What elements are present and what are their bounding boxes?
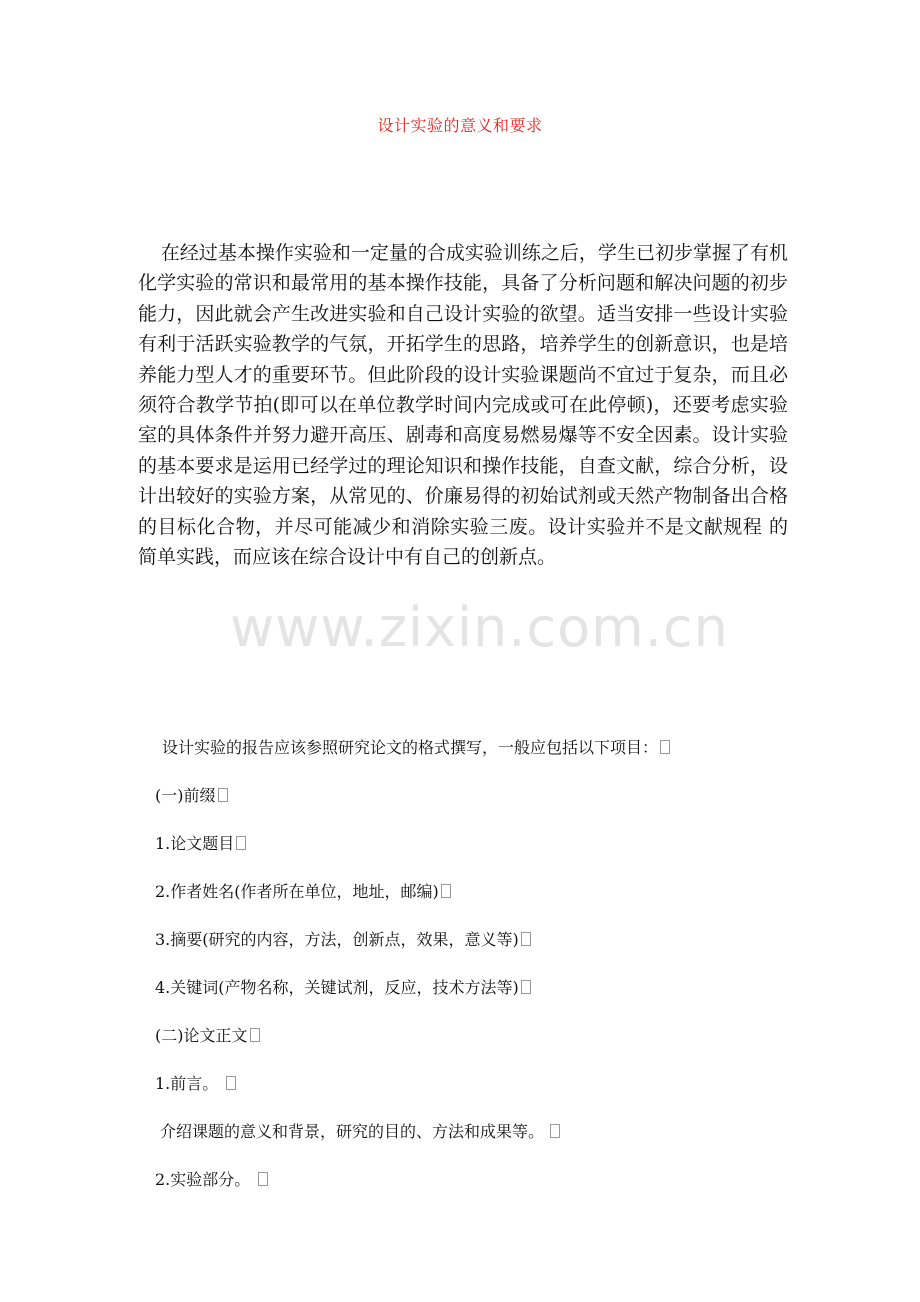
line-text: 设计实验的报告应该参照研究论文的格式撰写，一般应包括以下项目： bbox=[162, 738, 659, 757]
line-text: 2.实验部分。 bbox=[155, 1170, 251, 1189]
line-text: 1.论文题目 bbox=[155, 834, 235, 853]
list-item-author bbox=[155, 879, 451, 902]
list-item-abstract bbox=[155, 927, 531, 950]
watermark: www.zixin.com.cn bbox=[230, 596, 729, 659]
preface-description bbox=[160, 1119, 560, 1142]
placeholder-box-icon bbox=[550, 1124, 560, 1138]
list-item-preface bbox=[155, 1071, 236, 1094]
section-body-heading bbox=[155, 1023, 260, 1046]
list-item-title bbox=[155, 831, 246, 854]
line-text: 3.摘要(研究的内容，方法，创新点，效果，意义等) bbox=[155, 930, 519, 949]
placeholder-box-icon bbox=[521, 932, 531, 946]
line-text: (一)前缀 bbox=[155, 786, 216, 805]
line-text: 4.关键词(产物名称，关键试剂，反应，技术方法等) bbox=[155, 978, 519, 997]
line-text: (二)论文正文 bbox=[155, 1026, 248, 1045]
document-title: 设计实验的意义和要求 bbox=[377, 116, 543, 135]
placeholder-box-icon bbox=[250, 1028, 260, 1042]
report-intro-line bbox=[162, 735, 670, 758]
section-prefix-heading bbox=[155, 783, 228, 806]
placeholder-box-icon bbox=[226, 1076, 236, 1090]
placeholder-box-icon bbox=[236, 836, 246, 850]
list-item-keywords bbox=[155, 975, 531, 998]
line-text: 1.前言。 bbox=[155, 1074, 219, 1093]
placeholder-box-icon bbox=[441, 884, 451, 898]
placeholder-box-icon bbox=[258, 1172, 268, 1186]
intro-paragraph: 在经过基本操作实验和一定量的合成实验训练之后，学生已初步掌握了有机化学实验的常识和最常用的基本操作技能，具备了分析问题和解决问题的初步能力，因此就会产生改进实验和自己设计实验的欲望。适当安排一些设计实验有利于活跃实验教学的气氛，开拓学生的思路，培养学生的创新意识，也是培养能力型人才的重要环节。但此阶段的设计实验课题尚不宜过于复杂，而且必须符合教学节拍(即可以在单位教学时间内完成或可在此停顿)，还要考虑实验室的具体条件并努力避开高压、剧毒和高度易燃易爆等不安全因素。设计实验的基本要求是运用已经学过的理论知识和操作技能，自查文献，综合分析，设计出较好的实验方案，从常见的、价廉易得的初始试剂或天然产物制备出合格的目标化合物，并尽可能减少和消除实验三废。设计实验并不是文献规程 的简单实践，而应该在综合设计中有自己的创新点。 bbox=[138, 242, 788, 569]
placeholder-box-icon bbox=[218, 788, 228, 802]
list-item-experiment bbox=[155, 1167, 268, 1190]
placeholder-box-icon bbox=[660, 740, 670, 754]
line-text: 2.作者姓名(作者所在单位，地址，邮编) bbox=[155, 882, 439, 901]
line-text: 介绍课题的意义和背景，研究的目的、方法和成果等。 bbox=[160, 1122, 545, 1141]
placeholder-box-icon bbox=[521, 980, 531, 994]
